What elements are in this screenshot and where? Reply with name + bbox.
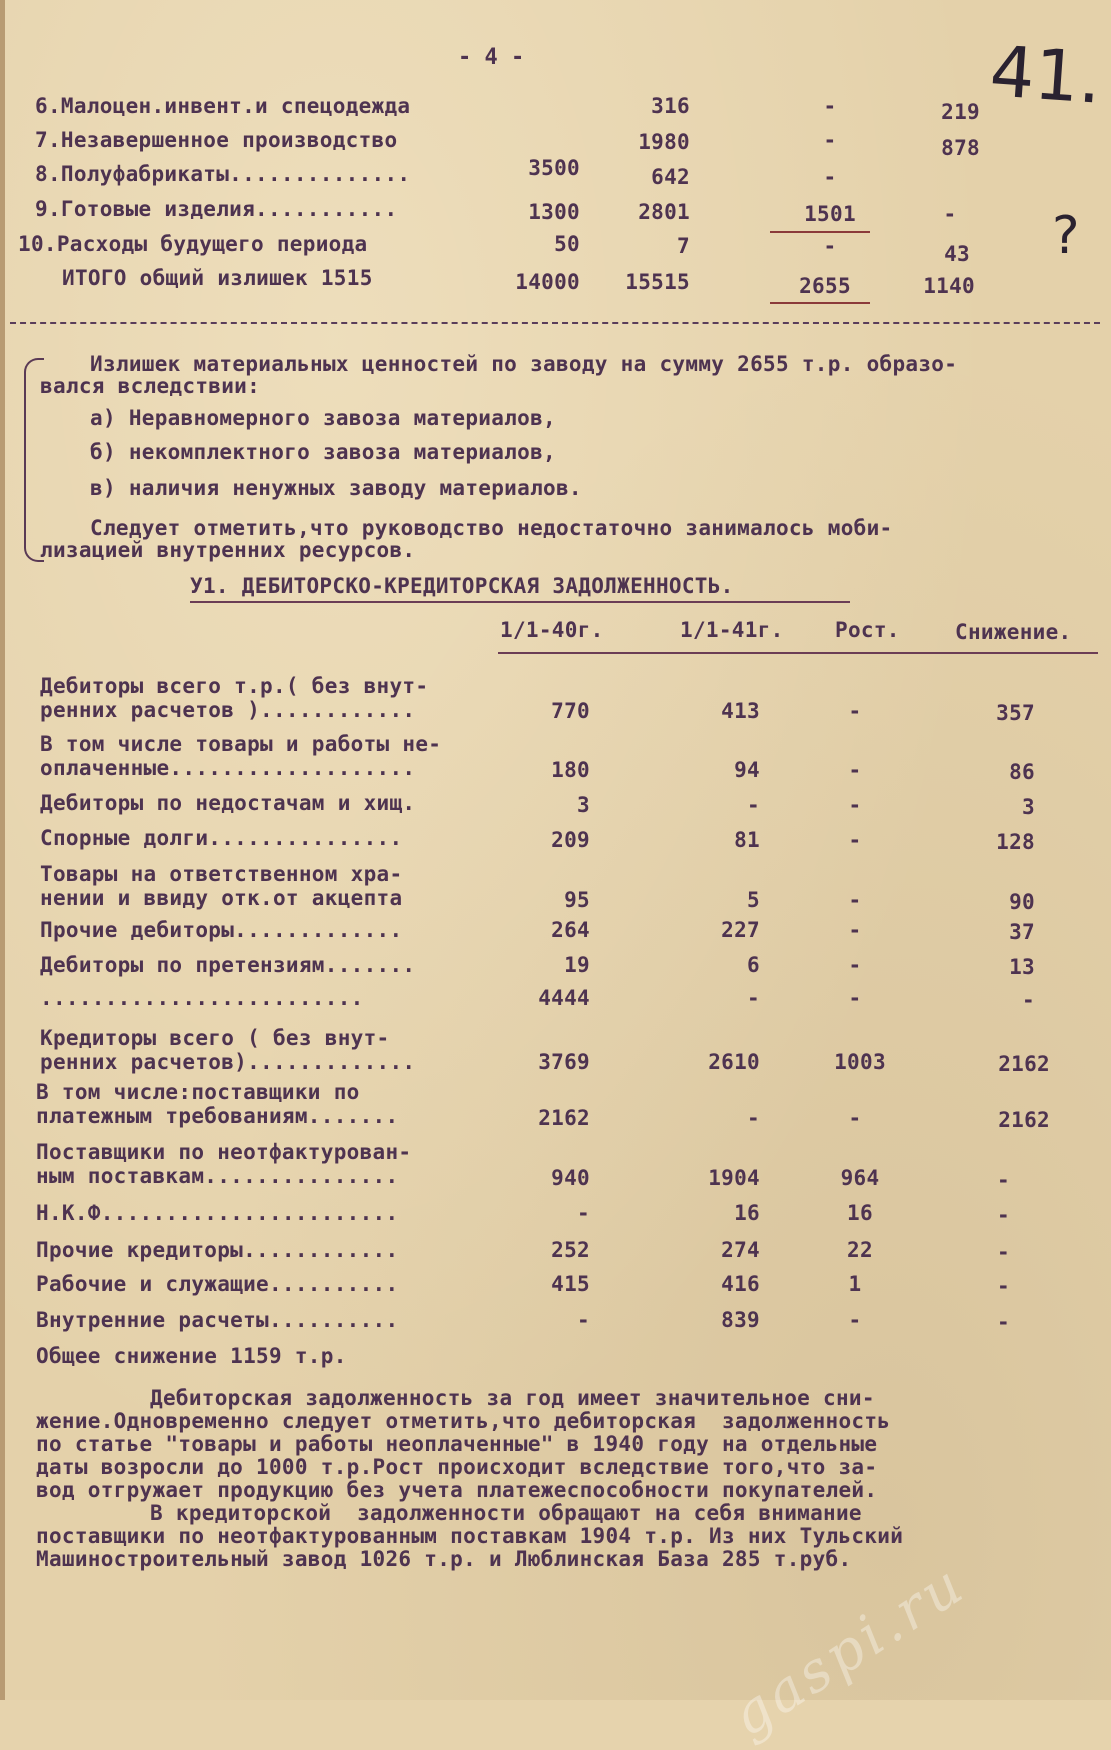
table-row-label: Спорные долги............... xyxy=(40,826,403,850)
table-cell: 1501 xyxy=(804,202,856,226)
table-cell: 6 xyxy=(747,953,760,977)
list-item: б) некомплектного завоза материалов, xyxy=(90,440,556,464)
text-line: Следует отметить,что руководство недостаточно занималось моби- xyxy=(90,516,893,540)
heading-underline xyxy=(190,601,850,603)
table-cell: 1904 xyxy=(708,1166,760,1190)
table-cell: 227 xyxy=(721,918,760,942)
table-cell: - xyxy=(848,758,862,782)
table-cell: 180 xyxy=(551,758,590,782)
table-cell: 16 xyxy=(847,1201,873,1225)
table-cell: 14000 xyxy=(515,270,580,294)
table-cell: 22 xyxy=(847,1238,873,1262)
paragraph-line: жение.Одновременно следует отметить,что дебиторская задолженность xyxy=(36,1409,891,1433)
table-cell: - xyxy=(823,94,837,118)
list-item: в) наличия ненужных заводу материалов. xyxy=(90,476,582,500)
table-cell: - xyxy=(747,1106,760,1130)
table-cell: 81 xyxy=(734,828,760,852)
table-cell: - xyxy=(997,1274,1010,1298)
table-cell: 413 xyxy=(721,699,760,723)
table-cell: 128 xyxy=(996,830,1035,854)
table-cell: 16 xyxy=(734,1201,760,1225)
paragraph-line: вод отгружает продукцию без учета платежеспособности покупателей. xyxy=(36,1478,878,1502)
table-row-label: Дебиторы по недостачам и хищ. xyxy=(40,791,416,815)
table-cell: 964 xyxy=(840,1166,880,1190)
paragraph-line: В кредиторской задолженности обращают на себя внимание xyxy=(150,1501,862,1525)
table-cell: 3769 xyxy=(538,1050,590,1074)
table-cell: - xyxy=(823,165,837,189)
table-total-label: ИТОГО общий излишек 1515 xyxy=(62,266,373,290)
table-row-label: Н.К.Ф....................... xyxy=(36,1201,399,1225)
page-edge xyxy=(0,0,5,1700)
table-row-label: Прочие дебиторы............. xyxy=(40,918,403,942)
table-cell: 839 xyxy=(721,1308,760,1332)
table-row-label: 7.Незавершенное производство xyxy=(35,128,398,152)
paragraph-line: по статье "товары и работы неоплаченные" в 1940 году на отдельные xyxy=(36,1432,878,1456)
table-row-label: ......................... xyxy=(40,986,364,1010)
table-cell: 3 xyxy=(577,793,590,817)
table-cell: 940 xyxy=(551,1166,590,1190)
table-row-label: 6.Малоцен.инвент.и спецодежда xyxy=(35,94,411,118)
total-decrease: Общее снижение 1159 т.р. xyxy=(36,1344,347,1368)
table-cell: - xyxy=(823,128,837,152)
table-cell: 2801 xyxy=(638,200,690,224)
table-cell: 5 xyxy=(747,888,760,912)
table-cell: 2162 xyxy=(998,1108,1050,1132)
table-cell: - xyxy=(997,1168,1010,1192)
table-cell: 642 xyxy=(651,165,690,189)
table-cell: - xyxy=(997,1310,1010,1334)
table-cell: 37 xyxy=(1009,920,1035,944)
table-row-label: нении и ввиду отк.от акцепта xyxy=(40,886,403,910)
table-cell: 50 xyxy=(554,232,580,256)
table-cell: - xyxy=(747,793,760,817)
table-row-label: Дебиторы по претензиям....... xyxy=(40,953,416,977)
table-cell: 878 xyxy=(941,136,980,160)
header-underline xyxy=(498,652,1098,654)
table-cell: 1003 xyxy=(834,1050,886,1074)
table-cell: 3500 xyxy=(528,156,580,180)
table-cell: - xyxy=(848,793,862,817)
table-row-label: Рабочие и служащие.......... xyxy=(36,1272,399,1296)
table-cell: - xyxy=(848,699,862,723)
table-cell: 416 xyxy=(721,1272,760,1296)
section-divider xyxy=(10,322,1100,324)
table-cell: - xyxy=(848,888,862,912)
table-cell: 7 xyxy=(677,234,690,258)
table-cell: 209 xyxy=(551,828,590,852)
table-cell: 19 xyxy=(564,953,590,977)
table-row-label: платежным требованиям....... xyxy=(36,1104,399,1128)
table-row-label: 10.Расходы будущего периода xyxy=(18,232,368,256)
table-cell: 252 xyxy=(551,1238,590,1262)
table-cell: - xyxy=(848,918,862,942)
underline xyxy=(770,302,870,304)
table-row-label: ным поставкам............... xyxy=(36,1164,399,1188)
watermark: gaspi.ru xyxy=(720,1551,978,1750)
table-cell: - xyxy=(848,986,862,1010)
table-row-label: оплаченные................... xyxy=(40,756,416,780)
column-header: 1/1-41г. xyxy=(680,618,784,642)
table-cell: 357 xyxy=(996,701,1035,725)
table-row-label: Поставщики по неотфактурован- xyxy=(36,1140,412,1164)
handwritten-sheet-number: 41. xyxy=(987,30,1105,120)
table-cell: 94 xyxy=(734,758,760,782)
column-header: Рост. xyxy=(835,618,900,642)
table-row-label: 8.Полуфабрикаты.............. xyxy=(35,162,411,186)
table-cell: - xyxy=(848,1106,862,1130)
table-cell: 13 xyxy=(1009,955,1035,979)
text-line: Излишек материальных ценностей по заводу на сумму 2655 т.р. образо- xyxy=(90,352,958,376)
table-cell: 4444 xyxy=(538,986,590,1010)
table-cell: 2162 xyxy=(998,1052,1050,1076)
table-cell: 43 xyxy=(944,242,970,266)
table-row-label: ренних расчетов )............ xyxy=(40,698,416,722)
table-cell: - xyxy=(997,1240,1010,1264)
table-row-label: В том числе товары и работы не- xyxy=(40,732,442,756)
text-line: лизацией внутренних ресурсов. xyxy=(40,538,416,562)
table-cell: 2655 xyxy=(799,274,851,298)
table-cell: 86 xyxy=(1009,760,1035,784)
column-header: Снижение. xyxy=(955,620,1072,644)
table-cell: 415 xyxy=(551,1272,590,1296)
handwritten-question-mark: ? xyxy=(1052,206,1080,266)
table-cell: 1980 xyxy=(638,130,690,154)
table-row-label: 9.Готовые изделия........... xyxy=(35,197,398,221)
table-row-label: Внутренние расчеты.......... xyxy=(36,1308,399,1332)
column-header: 1/1-40г. xyxy=(500,618,604,642)
section-heading: У1. ДЕБИТОРСКО-КРЕДИТОРСКАЯ ЗАДОЛЖЕННОСТЬ. xyxy=(190,574,734,598)
paragraph-line: даты возросли до 1000 т.р.Рост происходит вследствие того,что за- xyxy=(36,1455,878,1479)
table-row-label: В том числе:поставщики по xyxy=(36,1080,360,1104)
table-cell: 770 xyxy=(551,699,590,723)
list-item: а) Неравномерного завоза материалов, xyxy=(90,406,556,430)
table-cell: 1300 xyxy=(528,200,580,224)
table-cell: - xyxy=(823,234,837,258)
table-cell: 15515 xyxy=(625,270,690,294)
table-cell: - xyxy=(1022,988,1035,1012)
table-row-label: Дебиторы всего т.р.( без внут- xyxy=(40,674,429,698)
table-row-label: Товары на ответственном хра- xyxy=(40,862,403,886)
table-cell: - xyxy=(848,1308,862,1332)
table-cell: - xyxy=(943,202,957,226)
table-row-label: ренних расчетов)............. xyxy=(40,1050,416,1074)
table-cell: 1140 xyxy=(923,274,975,298)
table-cell: 264 xyxy=(551,918,590,942)
page-number: - 4 - xyxy=(458,45,525,70)
paragraph-line: поставщики по неотфактурованным поставкам 1904 т.р. Из них Тульский xyxy=(36,1524,904,1548)
table-cell: 274 xyxy=(721,1238,760,1262)
text-line: вался вследствии: xyxy=(40,374,261,398)
table-cell: 95 xyxy=(564,888,590,912)
underline xyxy=(770,231,870,233)
table-cell: - xyxy=(577,1308,590,1332)
table-cell: - xyxy=(577,1201,590,1225)
table-row-label: Прочие кредиторы............ xyxy=(36,1238,399,1262)
table-cell: - xyxy=(848,828,862,852)
table-cell: 1 xyxy=(848,1272,862,1296)
paragraph-line: Дебиторская задолженность за год имеет значительное сни- xyxy=(150,1386,875,1410)
table-cell: - xyxy=(997,1203,1010,1227)
table-cell: 2162 xyxy=(538,1106,590,1130)
table-cell: - xyxy=(848,953,862,977)
table-cell: 3 xyxy=(1022,795,1035,819)
table-cell: 90 xyxy=(1009,890,1035,914)
paragraph-line: Машиностроительный завод 1026 т.р. и Люблинская База 285 т.руб. xyxy=(36,1547,852,1571)
table-cell: - xyxy=(747,986,760,1010)
table-cell: 2610 xyxy=(708,1050,760,1074)
table-cell: 219 xyxy=(941,100,980,124)
table-row-label: Кредиторы всего ( без внут- xyxy=(40,1026,390,1050)
table-cell: 316 xyxy=(651,94,690,118)
